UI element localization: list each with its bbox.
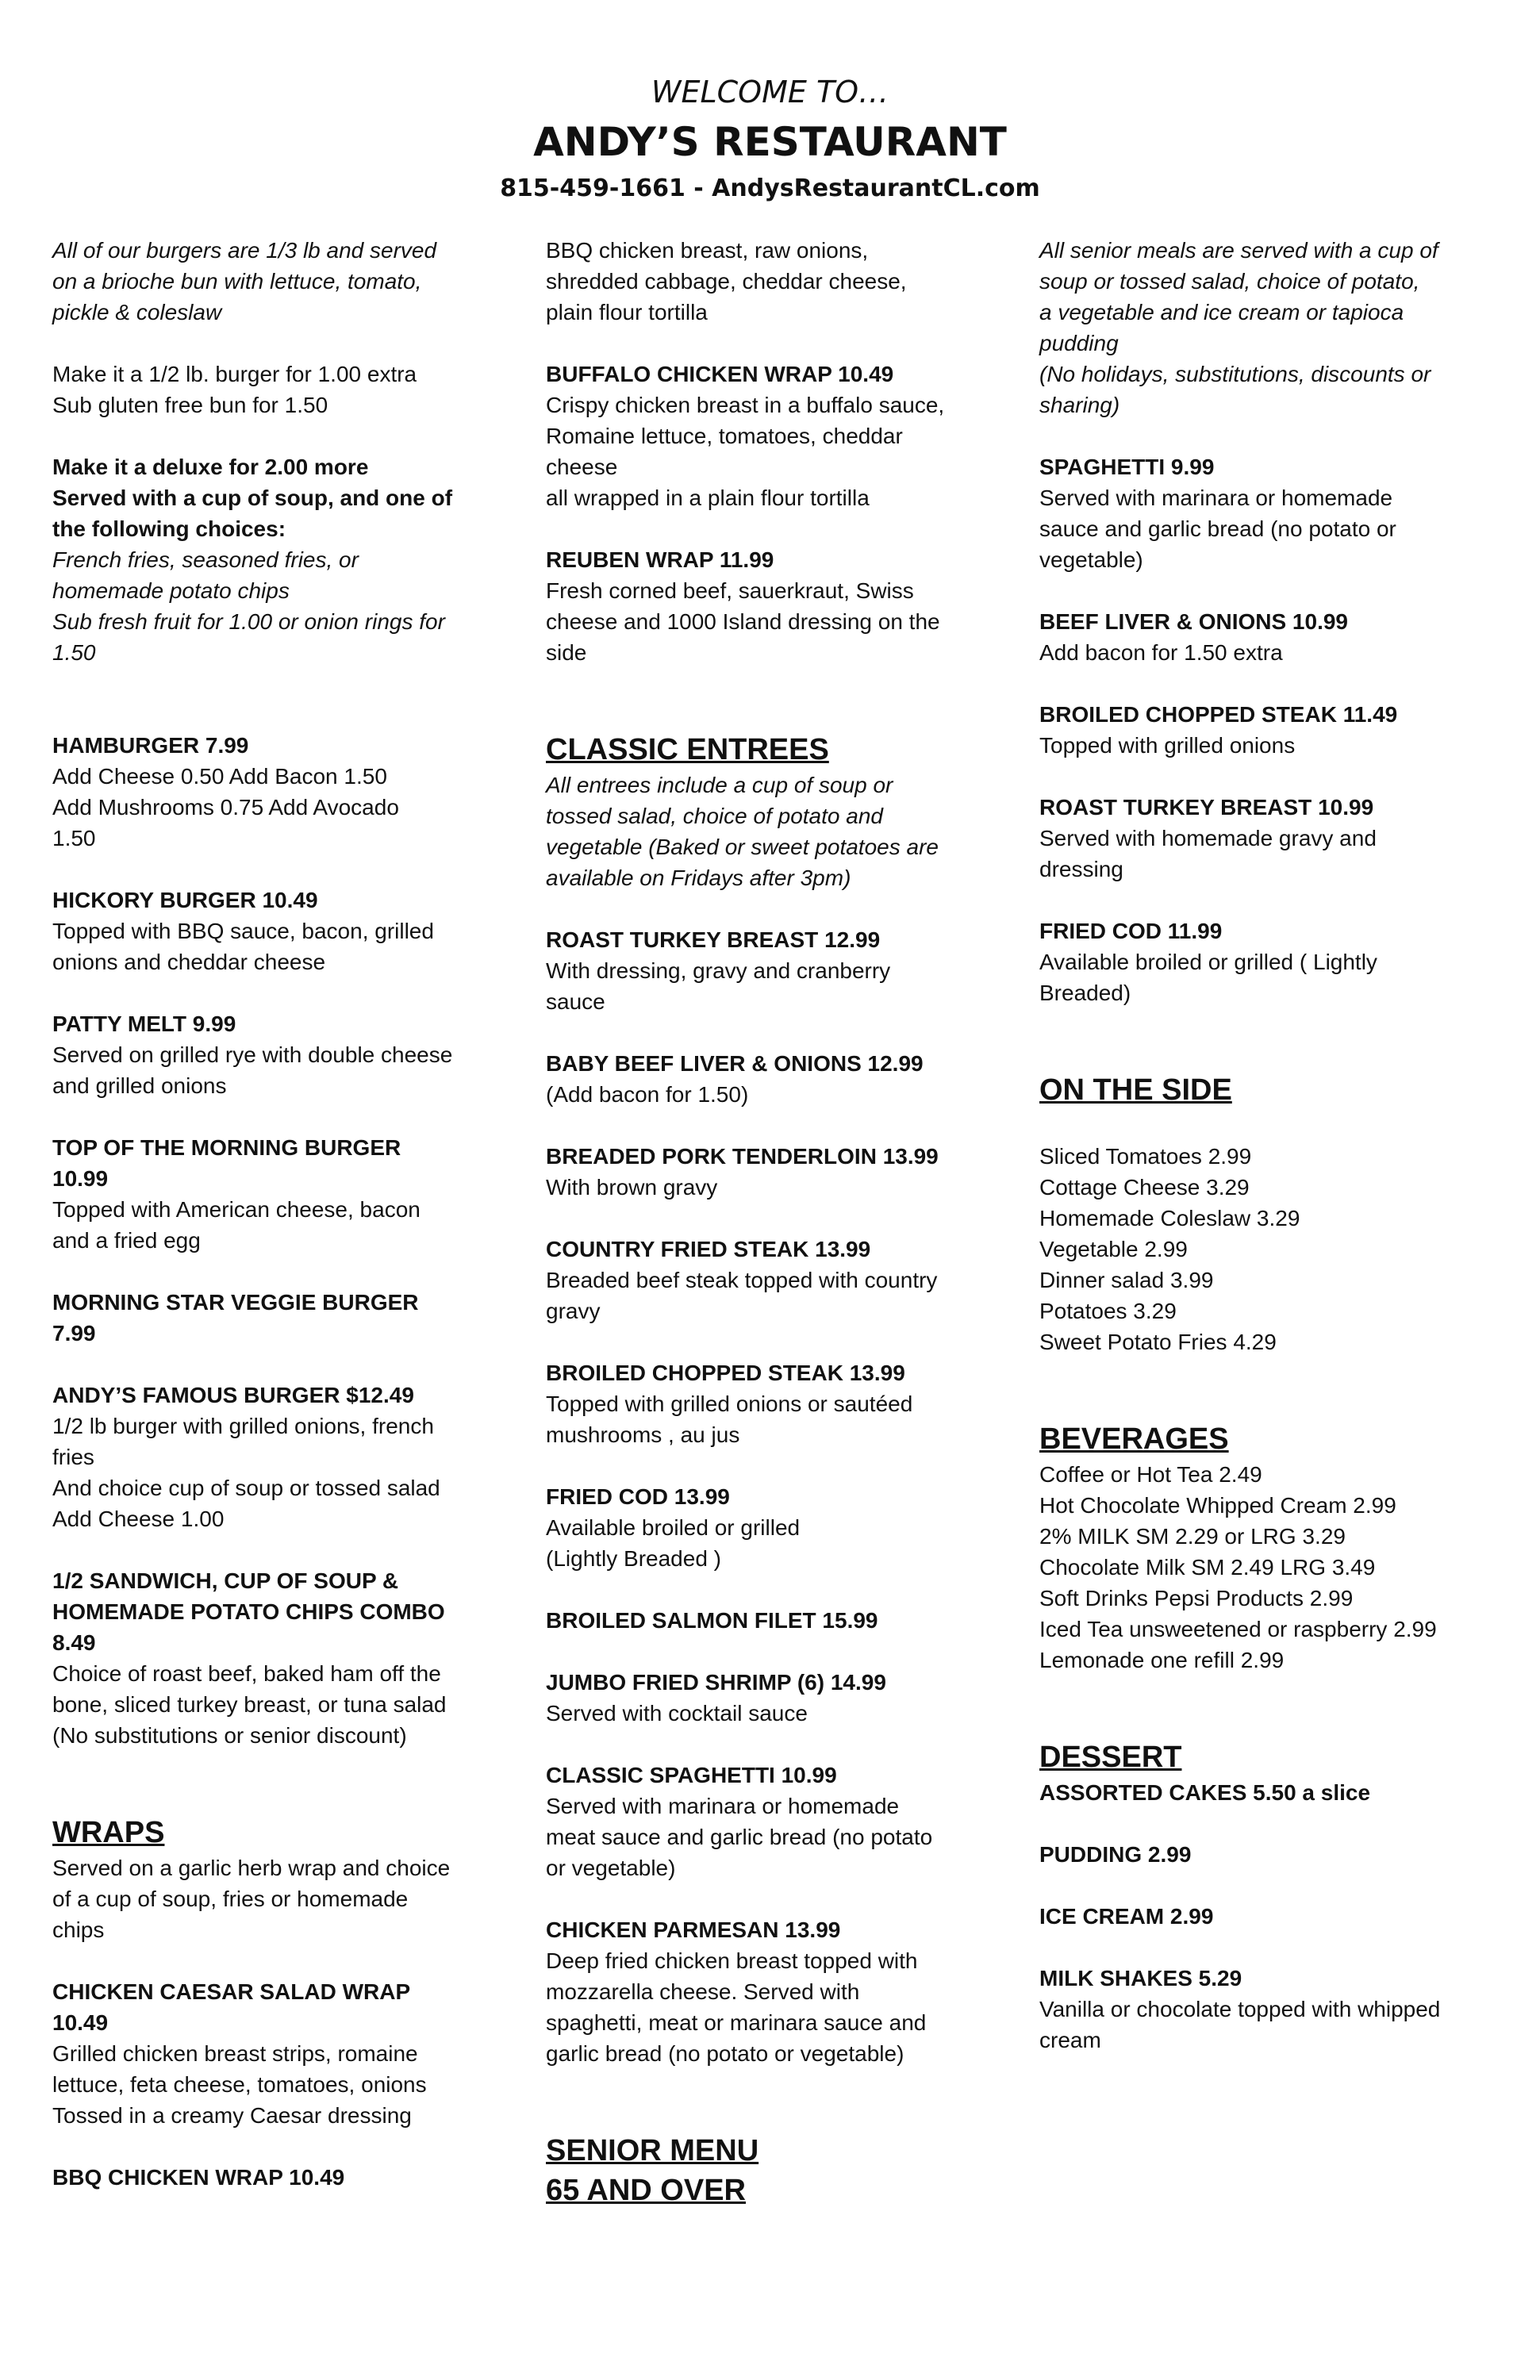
menu-item-title: BEEF LIVER & ONIONS 10.99 xyxy=(1039,609,1348,634)
menu-text: and grilled onions xyxy=(52,1073,227,1098)
menu-text: Served on a garlic herb wrap and choice xyxy=(52,1856,451,1880)
spacer xyxy=(546,1450,1014,1481)
menu-text: of a cup of soup, fries or homemade xyxy=(52,1887,409,1911)
menu-text: spaghetti, meat or marinara sauce and xyxy=(546,2010,927,2035)
menu-text: Sliced Tomatoes 2.99 xyxy=(1039,1144,1252,1169)
menu-text: Topped with grilled onions xyxy=(1039,733,1296,758)
spacer xyxy=(1039,1008,1507,1039)
menu-item-title: BBQ CHICKEN WRAP 10.49 xyxy=(52,2165,345,2190)
section-note: Sub fresh fruit for 1.00 or onion rings for xyxy=(52,609,445,634)
menu-text: Cottage Cheese 3.29 xyxy=(1039,1175,1250,1200)
spacer xyxy=(1039,668,1507,699)
spacer xyxy=(1039,575,1507,606)
menu-text: garlic bread (no potato or vegetable) xyxy=(546,2041,904,2066)
menu-text: cream xyxy=(1039,2028,1101,2052)
menu-text: Add bacon for 1.50 extra xyxy=(1039,640,1283,665)
menu-text: Served with marinara or homemade xyxy=(546,1794,900,1818)
spacer xyxy=(546,699,1014,730)
menu-text: 1/2 lb burger with grilled onions, french xyxy=(52,1414,434,1438)
menu-text: 1.50 xyxy=(52,826,96,850)
menu-text: cheese xyxy=(546,455,618,479)
menu-text: fries xyxy=(52,1445,94,1469)
menu-text: Served on grilled rye with double cheese xyxy=(52,1042,453,1067)
menu-text: chips xyxy=(52,1917,105,1942)
menu-text: mozzarella cheese. Served with xyxy=(546,1979,860,2004)
menu-text: Available broiled or grilled ( Lightly xyxy=(1039,950,1377,974)
menu-item-title: 1/2 SANDWICH, CUP OF SOUP & xyxy=(52,1568,399,1593)
spacer xyxy=(546,1574,1014,1605)
menu-text: all wrapped in a plain flour tortilla xyxy=(546,486,870,510)
menu-text: And choice cup of soup or tossed salad xyxy=(52,1476,440,1500)
menu-item-title: PUDDING 2.99 xyxy=(1039,1842,1192,1867)
menu-column-left xyxy=(52,235,520,2193)
spacer xyxy=(546,1017,1014,1048)
menu-text: mushrooms , au jus xyxy=(546,1422,740,1447)
menu-text: side xyxy=(546,640,587,665)
menu-item-title: ROAST TURKEY BREAST 12.99 xyxy=(546,927,881,952)
menu-column-right xyxy=(1039,235,1507,2056)
spacer xyxy=(546,1636,1014,1667)
spacer xyxy=(52,668,520,699)
menu-text: meat sauce and garlic bread (no potato xyxy=(546,1825,933,1849)
spacer xyxy=(52,1101,520,1132)
menu-item-title: COUNTRY FRIED STEAK 13.99 xyxy=(546,1237,871,1261)
menu-text: Potatoes 3.29 xyxy=(1039,1299,1177,1323)
menu-item-title: 10.99 xyxy=(52,1166,109,1191)
menu-text: With brown gravy xyxy=(546,1175,718,1200)
section-heading: 65 AND OVER xyxy=(546,2174,746,2207)
spacer xyxy=(52,1945,520,1976)
menu-column-middle xyxy=(546,235,1014,2210)
spacer xyxy=(1039,420,1507,451)
contact-line: 815-459-1661 - AndysRestaurantCL.com xyxy=(500,175,1040,202)
menu-item-title: MILK SHAKES 5.29 xyxy=(1039,1966,1242,1990)
section-heading: CLASSIC ENTREES xyxy=(546,733,829,766)
menu-text: (No substitutions or senior discount) xyxy=(52,1723,407,1748)
menu-text: Topped with grilled onions or sautéed xyxy=(546,1392,913,1416)
menu-text: With dressing, gravy and cranberry xyxy=(546,958,891,983)
menu-item-title: 8.49 xyxy=(52,1630,96,1655)
section-note: All senior meals are served with a cup of xyxy=(1039,238,1438,263)
menu-header xyxy=(0,70,1540,208)
menu-item-title: BROILED SALMON FILET 15.99 xyxy=(546,1608,878,1633)
section-heading: DESSERT xyxy=(1039,1741,1182,1774)
spacer xyxy=(52,1534,520,1565)
menu-text: 2% MILK SM 2.29 or LRG 3.29 xyxy=(1039,1524,1346,1549)
menu-text: Grilled chicken breast strips, romaine xyxy=(52,2041,418,2066)
spacer xyxy=(546,1883,1014,1914)
section-heading: BEVERAGES xyxy=(1039,1422,1229,1456)
section-heading: WRAPS xyxy=(52,1816,165,1849)
menu-item-title: HAMBURGER 7.99 xyxy=(52,733,249,758)
menu-text: Vegetable 2.99 xyxy=(1039,1237,1188,1261)
menu-item-title: SPAGHETTI 9.99 xyxy=(1039,455,1215,479)
menu-text: Served with cocktail sauce xyxy=(546,1701,808,1726)
menu-item-title: ANDY’S FAMOUS BURGER $12.49 xyxy=(52,1383,414,1407)
menu-text: Available broiled or grilled xyxy=(546,1515,801,1540)
menu-text: Iced Tea unsweetened or raspberry 2.99 xyxy=(1039,1617,1437,1641)
section-note: French fries, seasoned fries, or xyxy=(52,547,359,572)
menu-item-title: CLASSIC SPAGHETTI 10.99 xyxy=(546,1763,837,1787)
spacer xyxy=(52,1782,520,1813)
menu-item-title: BREADED PORK TENDERLOIN 13.99 xyxy=(546,1144,939,1169)
menu-item-title: 10.49 xyxy=(52,2010,109,2035)
menu-item-title: CHICKEN CAESAR SALAD WRAP xyxy=(52,1979,411,2004)
menu-item-title: BABY BEEF LIVER & ONIONS 12.99 xyxy=(546,1051,924,1076)
menu-item-title: REUBEN WRAP 11.99 xyxy=(546,547,774,572)
menu-text: Topped with BBQ sauce, bacon, grilled xyxy=(52,919,434,943)
spacer xyxy=(546,1326,1014,1357)
menu-text: Chocolate Milk SM 2.49 LRG 3.49 xyxy=(1039,1555,1376,1580)
menu-text: cheese and 1000 Island dressing on the xyxy=(546,609,940,634)
menu-item-title: FRIED COD 13.99 xyxy=(546,1484,730,1509)
spacer xyxy=(1039,1676,1507,1706)
menu-text: Breaded beef steak topped with country xyxy=(546,1268,938,1292)
section-note: sharing) xyxy=(1039,393,1120,417)
spacer xyxy=(546,513,1014,544)
spacer xyxy=(546,2100,1014,2131)
menu-text: Crispy chicken breast in a buffalo sauce, xyxy=(546,393,945,417)
menu-item-title: ASSORTED CAKES 5.50 a slice xyxy=(1039,1780,1371,1805)
menu-text: BBQ chicken breast, raw onions, xyxy=(546,238,869,263)
menu-item-title: PATTY MELT 9.99 xyxy=(52,1012,236,1036)
spacer xyxy=(52,1256,520,1287)
menu-text: Fresh corned beef, sauerkraut, Swiss xyxy=(546,578,914,603)
menu-text: plain flour tortilla xyxy=(546,300,708,324)
section-note: 1.50 xyxy=(52,640,96,665)
spacer xyxy=(546,893,1014,924)
menu-text: Sweet Potato Fries 4.29 xyxy=(1039,1330,1277,1354)
menu-text: shredded cabbage, cheddar cheese, xyxy=(546,269,907,294)
menu-item-title: FRIED COD 11.99 xyxy=(1039,919,1223,943)
menu-text: (Lightly Breaded ) xyxy=(546,1546,722,1571)
spacer xyxy=(52,1349,520,1380)
menu-item-title: ROAST TURKEY BREAST 10.99 xyxy=(1039,795,1374,820)
menu-item-title: BROILED CHOPPED STEAK 11.49 xyxy=(1039,702,1398,727)
menu-item-title: BROILED CHOPPED STEAK 13.99 xyxy=(546,1361,905,1385)
menu-item-title: BUFFALO CHICKEN WRAP 10.49 xyxy=(546,362,894,386)
menu-text: Tossed in a creamy Caesar dressing xyxy=(52,2103,412,2128)
menu-text: dressing xyxy=(1039,857,1123,881)
menu-text: or vegetable) xyxy=(546,1856,676,1880)
spacer xyxy=(52,854,520,885)
menu-text: Add Cheese 0.50 Add Bacon 1.50 xyxy=(52,764,387,789)
section-heading: ON THE SIDE xyxy=(1039,1073,1232,1107)
menu-text: Served with homemade gravy and xyxy=(1039,826,1377,850)
menu-item-title: MORNING STAR VEGGIE BURGER xyxy=(52,1290,419,1315)
menu-text: Topped with American cheese, bacon xyxy=(52,1197,421,1222)
spacer xyxy=(546,1729,1014,1760)
section-note: a vegetable and ice cream or tapioca xyxy=(1039,300,1404,324)
spacer xyxy=(546,2069,1014,2100)
menu-text: onions and cheddar cheese xyxy=(52,950,326,974)
menu-text: Lemonade one refill 2.99 xyxy=(1039,1648,1285,1672)
menu-item-title: the following choices: xyxy=(52,516,286,541)
spacer xyxy=(546,1203,1014,1234)
menu-text: gravy xyxy=(546,1299,601,1323)
section-note: All of our burgers are 1/3 lb and served xyxy=(52,238,437,263)
section-note: vegetable (Baked or sweet potatoes are xyxy=(546,835,939,859)
spacer xyxy=(1039,1039,1507,1070)
restaurant-name: ANDY’S RESTAURANT xyxy=(533,119,1007,165)
spacer xyxy=(1039,1870,1507,1901)
spacer xyxy=(546,328,1014,359)
spacer xyxy=(1039,1706,1507,1737)
menu-text: sauce and garlic bread (no potato or xyxy=(1039,516,1396,541)
menu-item-title: Served with a cup of soup, and one of xyxy=(52,486,453,510)
menu-text: Romaine lettuce, tomatoes, cheddar xyxy=(546,424,903,448)
section-note: homemade potato chips xyxy=(52,578,290,603)
menu-text: Add Mushrooms 0.75 Add Avocado xyxy=(52,795,399,820)
menu-text: Add Cheese 1.00 xyxy=(52,1507,225,1531)
spacer xyxy=(1039,1808,1507,1839)
spacer xyxy=(52,2131,520,2162)
menu-text: Coffee or Hot Tea 2.49 xyxy=(1039,1462,1262,1487)
menu-text: sauce xyxy=(546,989,605,1014)
menu-item-title: TOP OF THE MORNING BURGER xyxy=(52,1135,401,1160)
section-note: soup or tossed salad, choice of potato, xyxy=(1039,269,1420,294)
menu-item-title: 7.99 xyxy=(52,1321,96,1345)
menu-text: vegetable) xyxy=(1039,547,1143,572)
section-note: (No holidays, substitutions, discounts or xyxy=(1039,362,1431,386)
spacer xyxy=(52,328,520,359)
menu-text: lettuce, feta cheese, tomatoes, onions xyxy=(52,2072,427,2097)
spacer xyxy=(52,977,520,1008)
menu-text: Choice of roast beef, baked ham off the xyxy=(52,1661,441,1686)
menu-text: Homemade Coleslaw 3.29 xyxy=(1039,1206,1300,1230)
section-note: on a brioche bun with lettuce, tomato, xyxy=(52,269,422,294)
spacer xyxy=(546,1110,1014,1141)
spacer xyxy=(1039,885,1507,916)
section-note: All entrees include a cup of soup or xyxy=(546,773,893,797)
spacer xyxy=(1039,1357,1507,1388)
section-note: pudding xyxy=(1039,331,1119,355)
menu-text: bone, sliced turkey breast, or tuna salad xyxy=(52,1692,447,1717)
spacer xyxy=(1039,1388,1507,1419)
spacer xyxy=(1039,1932,1507,1963)
spacer xyxy=(1039,761,1507,792)
menu-text: Served with marinara or homemade xyxy=(1039,486,1393,510)
spacer xyxy=(546,668,1014,699)
menu-item-title: JUMBO FRIED SHRIMP (6) 14.99 xyxy=(546,1670,886,1695)
section-heading: SENIOR MENU xyxy=(546,2134,759,2167)
section-note: pickle & coleslaw xyxy=(52,300,222,324)
menu-text: Sub gluten free bun for 1.50 xyxy=(52,393,328,417)
spacer xyxy=(1039,1110,1507,1141)
section-note: tossed salad, choice of potato and xyxy=(546,804,883,828)
menu-text: Deep fried chicken breast topped with xyxy=(546,1948,918,1973)
menu-item-title: HICKORY BURGER 10.49 xyxy=(52,888,318,912)
menu-text: and a fried egg xyxy=(52,1228,201,1253)
section-note: available on Fridays after 3pm) xyxy=(546,866,851,890)
menu-text: Make it a 1/2 lb. burger for 1.00 extra xyxy=(52,362,417,386)
welcome-text: WELCOME TO… xyxy=(651,75,889,109)
menu-item-title: CHICKEN PARMESAN 13.99 xyxy=(546,1917,841,1942)
menu-item-title: ICE CREAM 2.99 xyxy=(1039,1904,1214,1929)
menu-text: Breaded) xyxy=(1039,981,1131,1005)
menu-text: Hot Chocolate Whipped Cream 2.99 xyxy=(1039,1493,1396,1518)
menu-item-title: Make it a deluxe for 2.00 more xyxy=(52,455,369,479)
spacer xyxy=(52,420,520,451)
menu-text: Dinner salad 3.99 xyxy=(1039,1268,1214,1292)
spacer xyxy=(52,1751,520,1782)
menu-item-title: HOMEMADE POTATO CHIPS COMBO xyxy=(52,1599,445,1624)
menu-text: (Add bacon for 1.50) xyxy=(546,1082,749,1107)
spacer xyxy=(52,699,520,730)
menu-text: Soft Drinks Pepsi Products 2.99 xyxy=(1039,1586,1354,1610)
menu-text: Vanilla or chocolate topped with whipped xyxy=(1039,1997,1441,2021)
